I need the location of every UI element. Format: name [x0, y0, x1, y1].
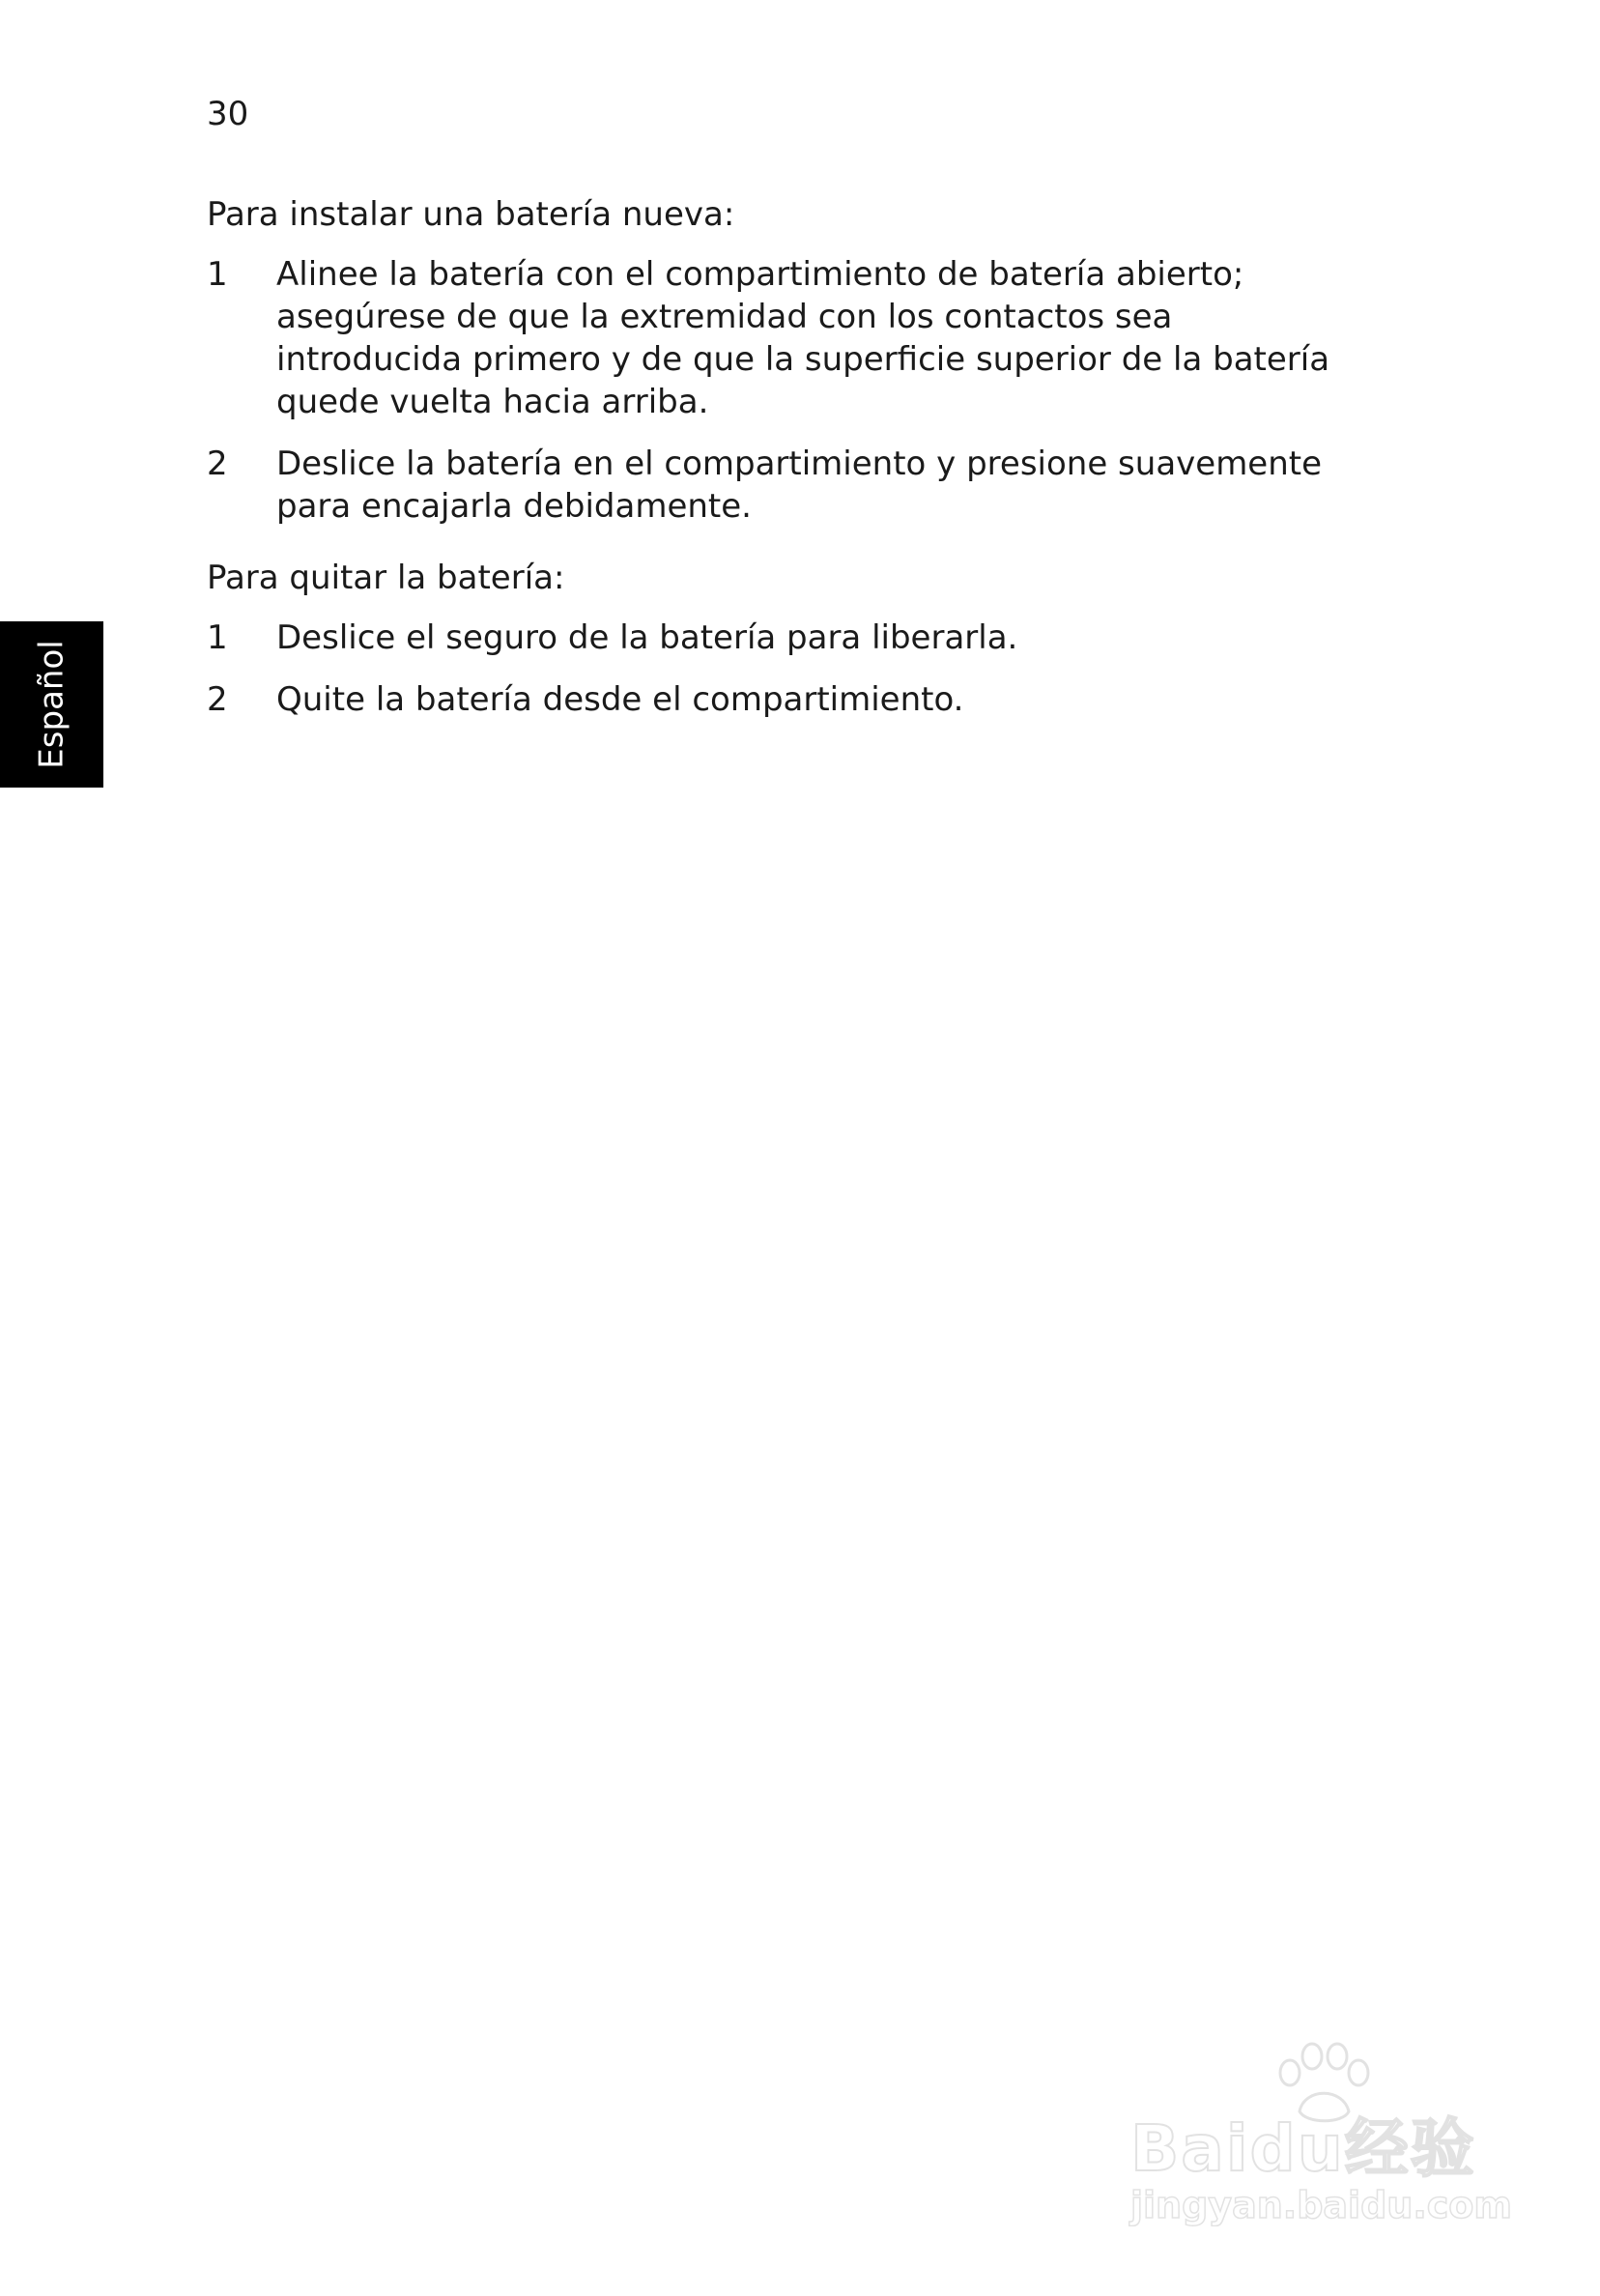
step-item	[207, 443, 1366, 528]
watermark-logo-text: Baidu经验	[1130, 2111, 1476, 2186]
step-text: Deslice la batería en el compartimiento y presione suavemente para encajarla debidamente.	[276, 445, 1323, 526]
step-number: 2	[207, 445, 228, 483]
step-text: Deslice el seguro de la batería para liberarla.	[276, 618, 1018, 657]
baidu-watermark	[1121, 2039, 1512, 2232]
page-number: 30	[207, 95, 249, 133]
step-item	[207, 678, 1366, 721]
step-list	[207, 617, 1366, 721]
page-content	[207, 193, 1366, 740]
remove-section	[207, 557, 1366, 721]
section-heading: Para quitar la batería:	[207, 559, 565, 597]
language-tab	[0, 621, 103, 788]
step-number: 1	[207, 618, 228, 657]
step-text: Alinee la batería con el compartimiento de batería abierto; asegúrese de que la extremidad con los contactos sea introducida primero y de que la superficie superior de la batería quede vuelta hacia arriba.	[276, 255, 1330, 421]
step-item	[207, 617, 1366, 659]
install-section	[207, 193, 1366, 528]
step-text: Quite la batería desde el compartimiento.	[276, 680, 964, 719]
step-number: 1	[207, 255, 228, 294]
watermark-url: jingyan.baidu.com	[1130, 2184, 1512, 2226]
section-heading: Para instalar una batería nueva:	[207, 195, 735, 234]
step-number: 2	[207, 680, 228, 719]
step-list	[207, 253, 1366, 528]
language-tab-label: Español	[32, 640, 71, 769]
step-item	[207, 253, 1366, 423]
